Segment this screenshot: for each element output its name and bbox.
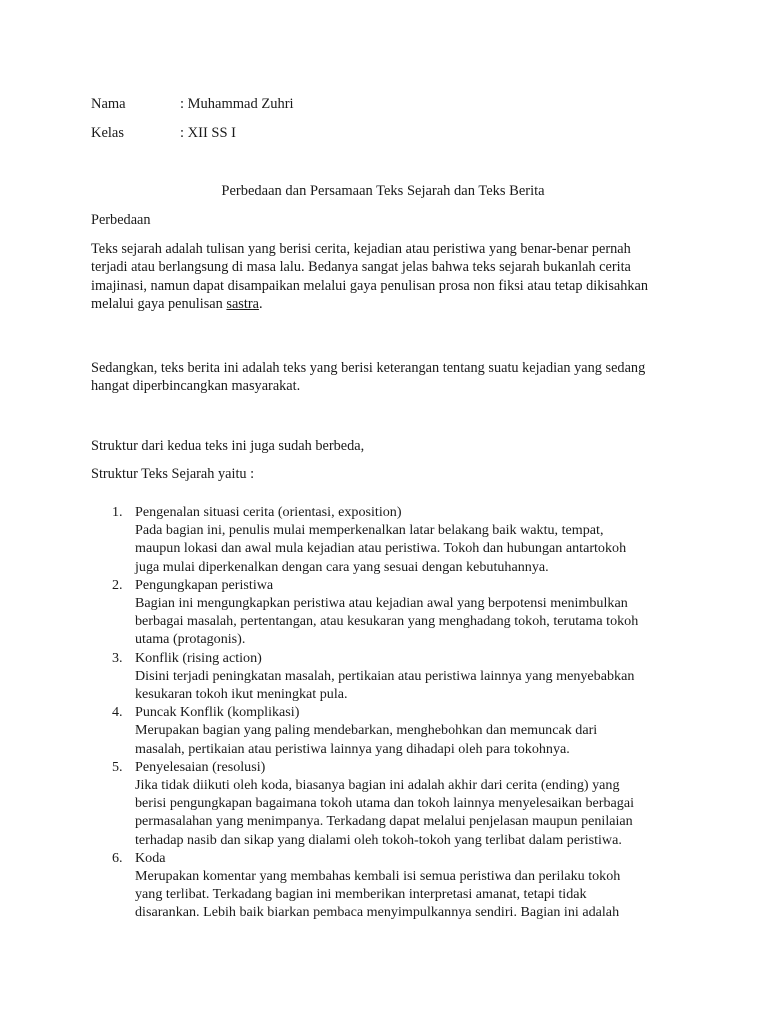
list-item-line: permasalahan yang menimpanya. Terkadang dapat melalui penjelasan maupun penilaian — [135, 813, 633, 830]
list-item — [91, 849, 691, 922]
list-item — [91, 703, 691, 758]
document-title — [0, 182, 768, 200]
section-heading: Perbedaan — [91, 212, 151, 228]
name-label: Nama — [91, 96, 126, 112]
name-row — [91, 95, 294, 113]
list-item-line: berbagai masalah, pertentangan, atau kesukaran yang menghadang tokoh, terutama tokoh — [135, 613, 639, 630]
class-value: : XII SS I — [180, 125, 236, 141]
list-item-line: utama (protagonis). — [135, 631, 246, 648]
paragraph-berita — [91, 359, 691, 396]
list-item-line: yang terlibat. Terkadang bagian ini memberikan interpretasi amanat, tetapi tidak — [135, 886, 587, 903]
document-title-text: Perbedaan dan Persamaan Teks Sejarah dan Teks Berita — [221, 183, 545, 199]
list-number: 5. — [112, 758, 123, 775]
list-number: 4. — [112, 704, 123, 721]
list-item-title: Pengungkapan peristiwa — [135, 576, 274, 593]
list-item-line: juga mulai diperkenalkan dengan cara yang sesuai dengan kebutuhannya. — [135, 558, 549, 575]
class-label: Kelas — [91, 125, 125, 141]
paragraph-line: Teks sejarah adalah tulisan yang berisi cerita, kejadian atau peristiwa yang benar-benar pernah — [91, 241, 631, 257]
paragraph-line — [91, 295, 691, 313]
paragraph-text: melalui gaya penulisan — [91, 295, 227, 312]
class-row — [91, 124, 236, 142]
list-item-line: masalah, pertikaian atau peristiwa lainnya yang dihadapi oleh para tokohnya. — [135, 740, 570, 757]
list-item-line: Jika tidak diikuti oleh koda, biasanya bagian ini adalah akhir dari cerita (ending) yang — [135, 777, 620, 794]
list-item-line: disarankan. Lebih baik biarkan pembaca menyimpulkannya sendiri. Bagian ini adalah — [135, 904, 620, 921]
list-item-title: Penyelesaian (resolusi) — [135, 758, 266, 775]
paragraph-structure-intro: Struktur dari kedua teks ini juga sudah berbeda, — [91, 438, 365, 454]
paragraph-line: Sedangkan, teks berita ini adalah teks yang berisi keterangan tentang suatu kejadian yang sedang — [91, 360, 646, 376]
list-item-line: maupun lokasi dan awal mula kejadian atau peristiwa. Tokoh dan hubungan antartokoh — [135, 540, 627, 557]
structure-list — [91, 503, 691, 922]
list-item-line: Merupakan komentar yang membahas kembali isi semua peristiwa dan perilaku tokoh — [135, 868, 621, 885]
list-number: 1. — [112, 504, 123, 520]
list-item — [91, 576, 691, 649]
list-item-line: Merupakan bagian yang paling mendebarkan, menghebohkan dan memuncak dari — [135, 722, 598, 739]
list-item — [91, 503, 691, 576]
list-item-line: Pada bagian ini, penulis mulai memperkenalkan latar belakang baik waktu, tempat, — [135, 522, 604, 539]
paragraph-definition — [91, 240, 691, 313]
sastra-link[interactable]: sastra — [226, 295, 259, 312]
paragraph-line: terjadi atau berlangsung di masa lalu. Bedanya sangat jelas bahwa teks sejarah bukanlah cerita — [91, 259, 631, 276]
paragraph-line: hangat diperbincangkan masyarakat. — [91, 378, 301, 395]
list-item — [91, 758, 691, 849]
paragraph-line: imajinasi, namun dapat disampaikan melalui gaya penulisan prosa non fiksi atau tetap dikisahkan — [91, 277, 649, 294]
list-item — [91, 649, 691, 704]
list-item-line: Disini terjadi peningkatan masalah, pertikaian atau peristiwa lainnya yang menyebabkan — [135, 667, 635, 684]
list-item-title: Puncak Konflik (komplikasi) — [135, 704, 300, 721]
list-number: 6. — [112, 849, 123, 866]
list-item-title: Koda — [135, 849, 166, 866]
list-number: 2. — [112, 576, 123, 593]
list-item-line: Bagian ini mengungkapkan peristiwa atau kejadian awal yang berpotensi menimbulkan — [135, 595, 628, 612]
list-item-line: kesukaran tokoh ikut meningkat pula. — [135, 686, 348, 703]
list-item-line: terhadap nasib dan sikap yang dialami oleh tokoh-tokoh yang terlibat dalam peristiwa. — [135, 831, 622, 848]
list-number: 3. — [112, 649, 123, 666]
list-item-title: Pengenalan situasi cerita (orientasi, exposition) — [135, 504, 402, 520]
list-item-line: berisi pengungkapan bagaimana tokoh utama dan tokoh lainnya menyelesaikan berbagai — [135, 795, 634, 812]
paragraph-structure-heading: Struktur Teks Sejarah yaitu : — [91, 466, 255, 482]
name-value: : Muhammad Zuhri — [180, 96, 294, 112]
paragraph-text: . — [258, 295, 263, 312]
list-item-title: Konflik (rising action) — [135, 649, 262, 666]
